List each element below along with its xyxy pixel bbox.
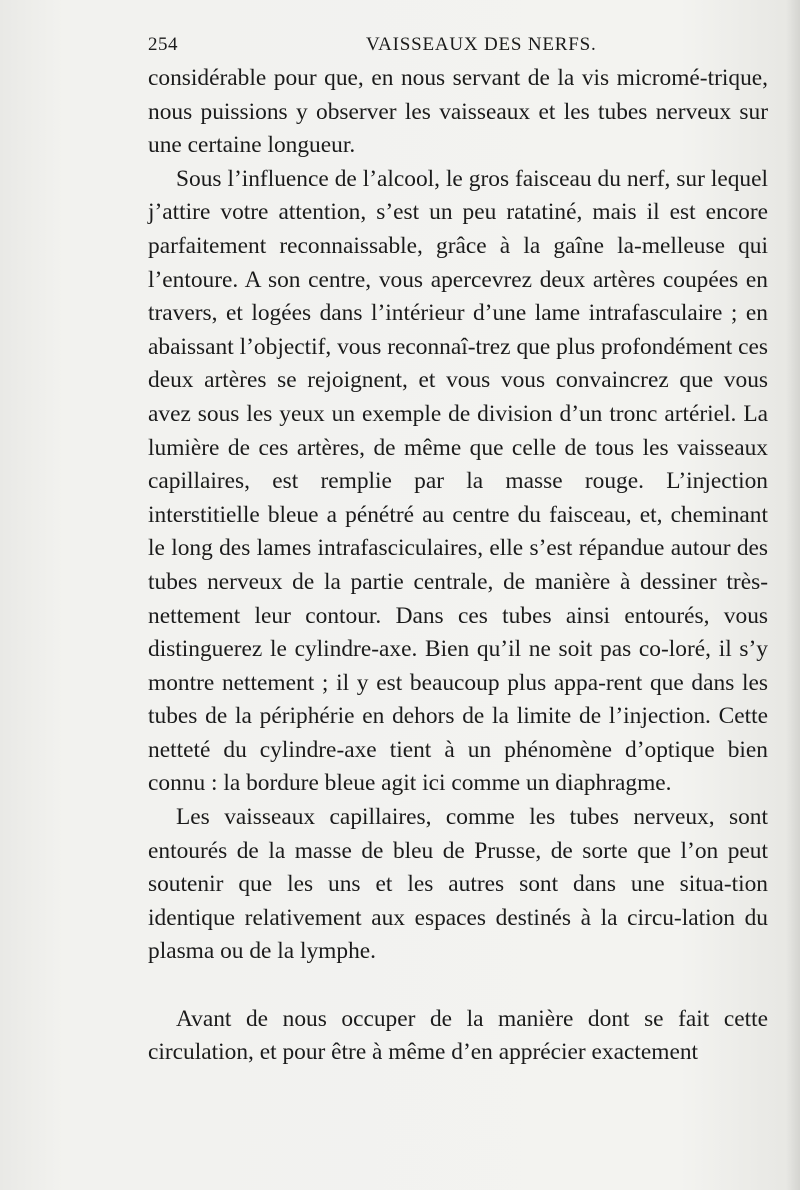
page-edge-shadow xyxy=(786,0,800,1190)
body-text xyxy=(148,62,768,1070)
paragraph-capillaries: Les vaisseaux capillaires, comme les tubes nerveux, sont entourés de la masse de bleu de Prusse, de sorte que l’on peut soutenir que les uns et les autres sont dans une situa-tion identique relativement aux espaces destinés à la circu-lation du plasma ou de la lymphe. xyxy=(148,804,768,965)
running-title: VAISSEAUX DES NERFS. xyxy=(366,34,597,55)
paragraph-alcohol-influence: Sous l’influence de l’alcool, le gros faisceau du nerf, sur lequel j’attire votre attention, s’est un peu ratatiné, mais il est encore parfaitement reconnaissable, grâce à la gaîne la-melleuse qui l’entoure. A son centre, vous apercevrez deux artères coupées en travers, et logées dans l’intérieur d’une lame intrafasculaire ; en abaissant l’objectif, vous reconnaî-trez que plus profondément ces deux artères se rejoignent, et vous vous convaincrez que vous avez sous les yeux un exemple de division d’un tronc artériel. La lumière de ces artères, de même que celle de tous les vaisseaux capillaires, est remplie par la masse rouge. L’injection interstitielle bleue a pénétré au centre du faisceau, et, cheminant le long des lames intrafasciculaires, elle s’est répandue autour des tubes nerveux de la partie centrale, de manière à dessiner très-nettement leur contour. Dans ces tubes ainsi entourés, vous distinguerez le cylindre-axe. Bien qu’il ne soit pas co-loré, il s’y montre nettement ; il y est beaucoup plus appa-rent que dans les tubes de la périphérie en dehors de la limite de l’injection. Cette netteté du cylindre-axe tient à un phénomène d’optique bien connu : la bordure bleue agit ici comme un diaphragme. xyxy=(148,165,768,797)
page-number: 254 xyxy=(148,34,178,55)
paragraph-continuation: considérable pour que, en nous servant de la vis micromé-trique, nous puissions y observer les vaisseaux et les tubes nerveux sur une certaine longueur. xyxy=(148,65,768,159)
page-header xyxy=(148,34,768,60)
paragraph-circulation: Avant de nous occuper de la manière dont se fait cette circulation, et pour être à même d’en apprécier exactement xyxy=(148,1005,768,1066)
